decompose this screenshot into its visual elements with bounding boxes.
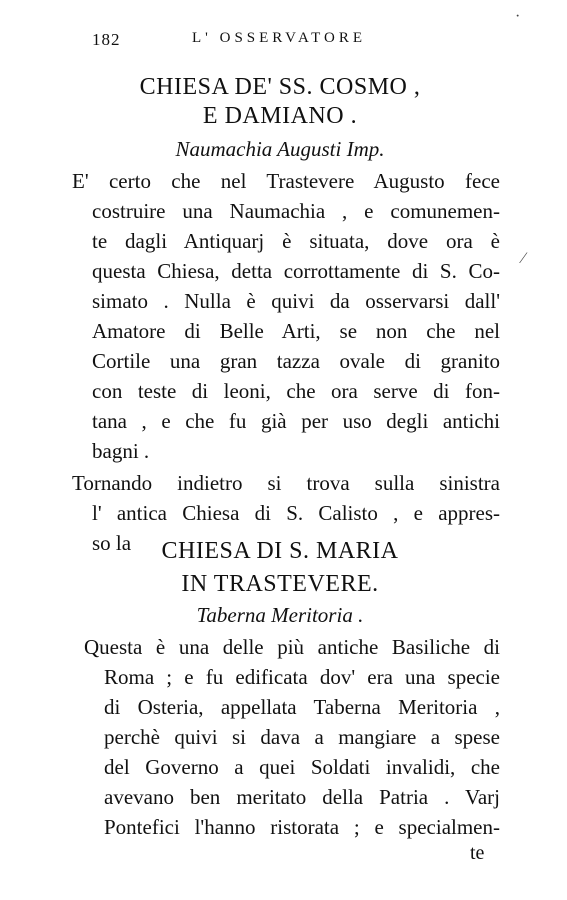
catchword: te xyxy=(470,842,485,864)
text-line: di Osteria, appellata Taberna Meritoria , xyxy=(104,695,500,719)
text-line: Questa è una delle più antiche Basiliche di xyxy=(84,635,500,659)
text-line: con teste di leoni, che ora serve di fon- xyxy=(92,379,500,403)
text-line: Pontefici l'hanno ristorata ; e specialmen- xyxy=(104,815,500,839)
section-subheading: Naumachia Augusti Imp. xyxy=(175,137,385,161)
section-heading-line: CHIESA DI S. MARIA xyxy=(161,538,399,564)
text-line: questa Chiesa, detta corrottamente di S. Co- xyxy=(92,259,500,283)
text-line: l' antica Chiesa di S. Calisto , e appres- xyxy=(92,501,500,525)
section-subheading: Taberna Meritoria . xyxy=(196,603,364,627)
text-line: del Governo a quei Soldati invalidi, che xyxy=(104,755,500,779)
text-line: so la xyxy=(92,531,132,555)
text-line: avevano ben meritato della Patria . Varj xyxy=(104,785,500,809)
running-head xyxy=(92,30,402,54)
text-line: E' certo che nel Trastevere Augusto fece xyxy=(72,169,500,193)
section-heading-line: CHIESA DE' SS. COSMO , xyxy=(139,74,421,100)
text-line: costruire una Naumachia , e comunemen- xyxy=(92,199,500,223)
running-title: L' OSSERVATORE xyxy=(192,30,367,46)
text-line: te dagli Antiquarj è situata, dove ora è xyxy=(92,229,500,253)
section-heading-line: E DAMIANO . xyxy=(202,103,358,129)
text-line: tana , e che fu già per uso degli antichi xyxy=(92,409,500,433)
section-heading-line: IN TRASTEVERE. xyxy=(181,571,379,597)
margin-mark: ⁄ xyxy=(522,250,525,267)
text-line: Tornando indietro si trova sulla sinistra xyxy=(72,471,500,495)
text-line: Roma ; e fu edificata dov' era una specie xyxy=(104,665,500,689)
text-line: Cortile una gran tazza ovale di granito xyxy=(92,349,500,373)
margin-mark: · xyxy=(515,8,521,25)
text-line: Amatore di Belle Arti, se non che nel xyxy=(92,319,500,343)
text-line: bagni . xyxy=(92,439,150,463)
page-number: 182 xyxy=(92,30,121,49)
text-line: perchè quivi si dava a mangiare a spese xyxy=(104,725,500,749)
text-line: simato . Nulla è quivi da osservarsi dall' xyxy=(92,289,500,313)
